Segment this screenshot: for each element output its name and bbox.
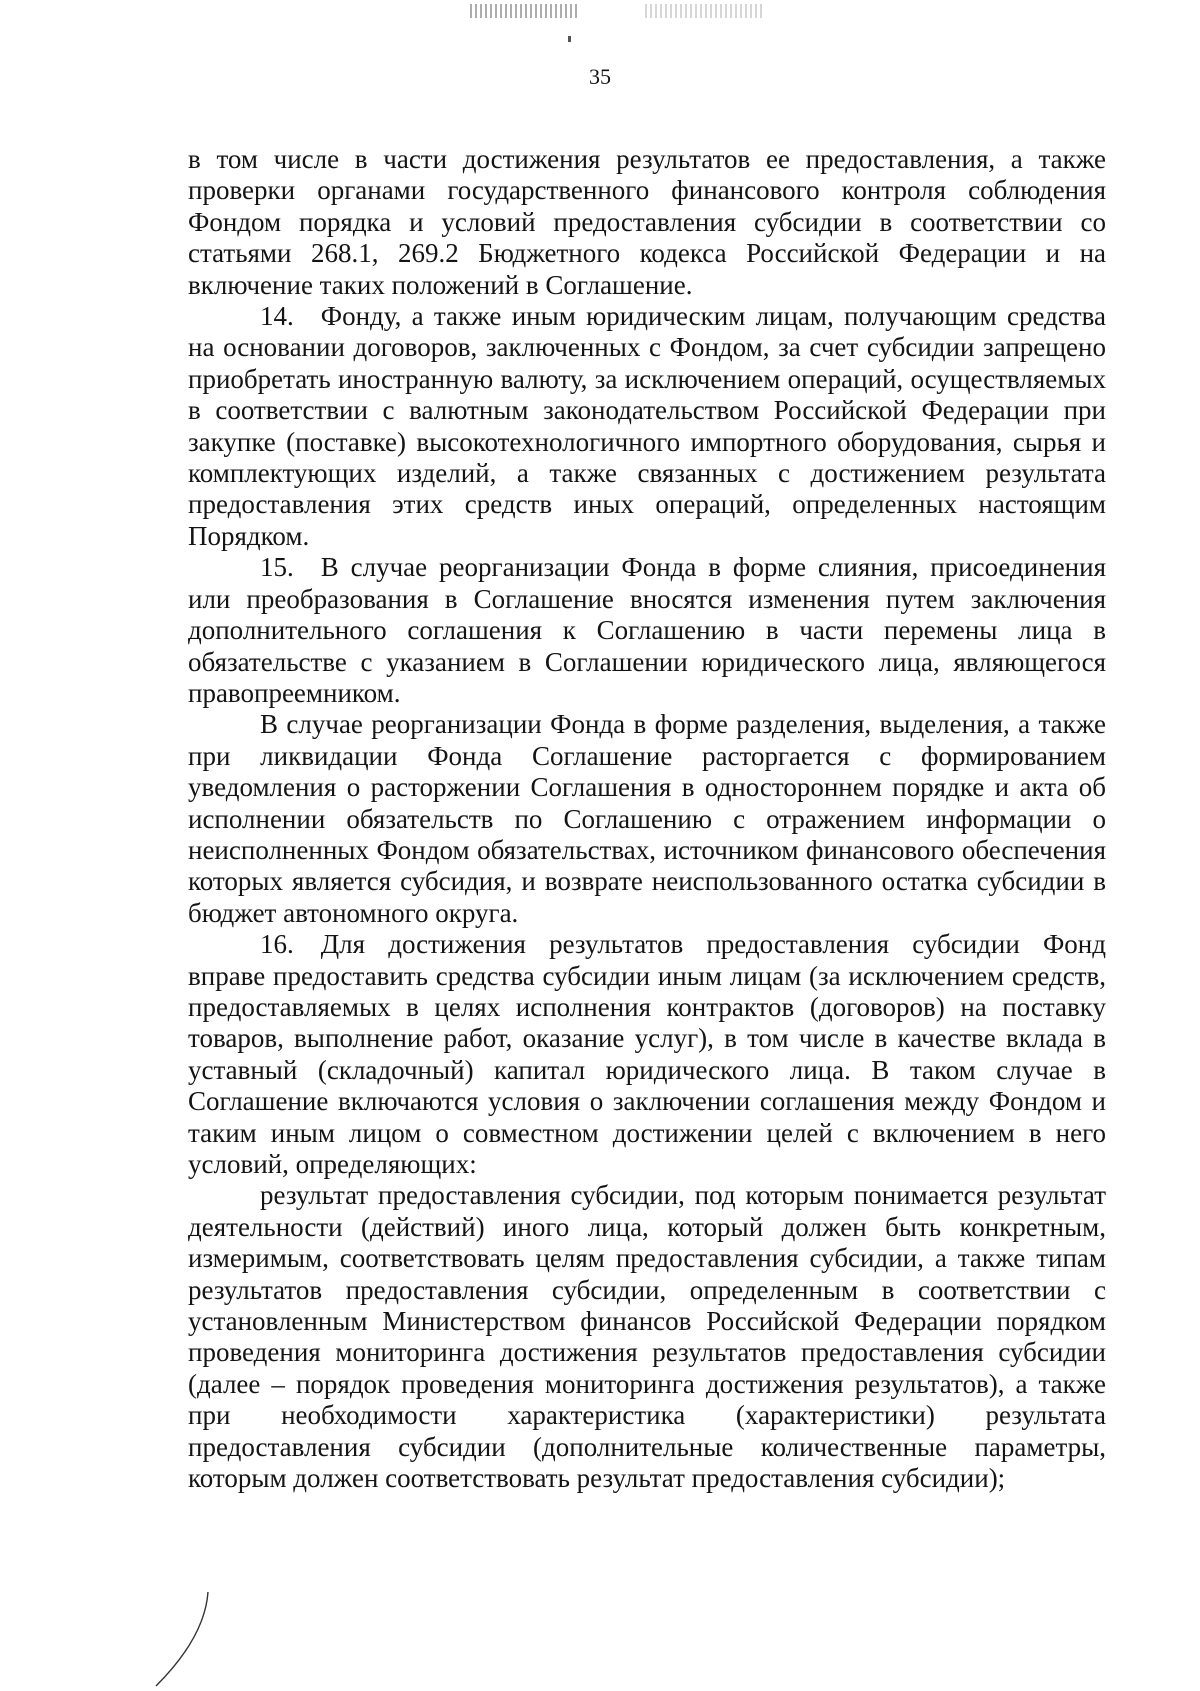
scan-artifact (645, 4, 765, 18)
paragraph: 16. Для достижения результатов предоставления субсидии Фонд вправе предоставить средства субсидии иным лицам (за исключением средств, предоставляемых в целях исполнения контрактов (договоров) на поставку товаров, выполнение работ, оказание услуг), в том числе в качестве вклада в уставный (складочный) капитал юридического лица. В таком случае в Соглашение включаются условия о заключении соглашения между Фондом и таким иным лицом о совместном достижении целей с включением в него условий, определяющих: (188, 929, 1106, 1179)
paragraph: результат предоставления субсидии, под которым понимается результат деятельности (действий) иного лица, который должен быть конкретным, измеримым, соответствовать целям предоставления субсидии, а также типам результатов предоставления субсидии, определенным в соответствии с установленным Министерством финансов Российской Федерации порядком проведения мониторинга достижения результатов предоставления субсидии (далее – порядок проведения мониторинга достижения результатов), а также при необходимости характеристика (характеристики) результата предоставления субсидии (дополнительные количественные параметры, которым должен соответствовать результат предоставления субсидии); (188, 1180, 1106, 1494)
document-body (188, 144, 1106, 1494)
paragraph: 15. В случае реорганизации Фонда в форме слияния, присоединения или преобразования в Соглашение вносятся изменения путем заключения дополнительного соглашения к Соглашению в части перемены лица в обязательстве с указанием в Соглашении юридического лица, являющегося правопреемником. (188, 552, 1106, 708)
scan-artifact (568, 36, 571, 42)
pen-stroke (150, 1590, 230, 1690)
paragraph: в том числе в части достижения результатов ее предоставления, а также проверки органами государственного финансового контроля соблюдения Фондом порядка и условий предоставления субсидии в соответствии со статьями 268.1, 269.2 Бюджетного кодекса Российской Федерации и на включение таких положений в Соглашение. (188, 144, 1106, 300)
scan-artifact (470, 4, 580, 18)
paragraph: В случае реорганизации Фонда в форме разделения, выделения, а также при ликвидации Фонда Соглашение расторгается с формированием уведомления о расторжении Соглашения в одностороннем порядке и акта об исполнении обязательств по Соглашению с отражением информации о неисполненных Фондом обязательствах, источником финансового обеспечения которых является субсидия, и возврате неиспользованного остатка субсидии в бюджет автономного округа. (188, 709, 1106, 928)
paragraph: 14. Фонду, а также иным юридическим лицам, получающим средства на основании договоров, заключенных с Фондом, за счет субсидии запрещено приобретать иностранную валюту, за исключением операций, осуществляемых в соответствии с валютным законодательством Российской Федерации при закупке (поставке) высокотехнологичного импортного оборудования, сырья и комплектующих изделий, а также связанных с достижением результата предоставления этих средств иных операций, определенных настоящим Порядком. (188, 301, 1106, 551)
page-number: 35 (589, 64, 611, 89)
